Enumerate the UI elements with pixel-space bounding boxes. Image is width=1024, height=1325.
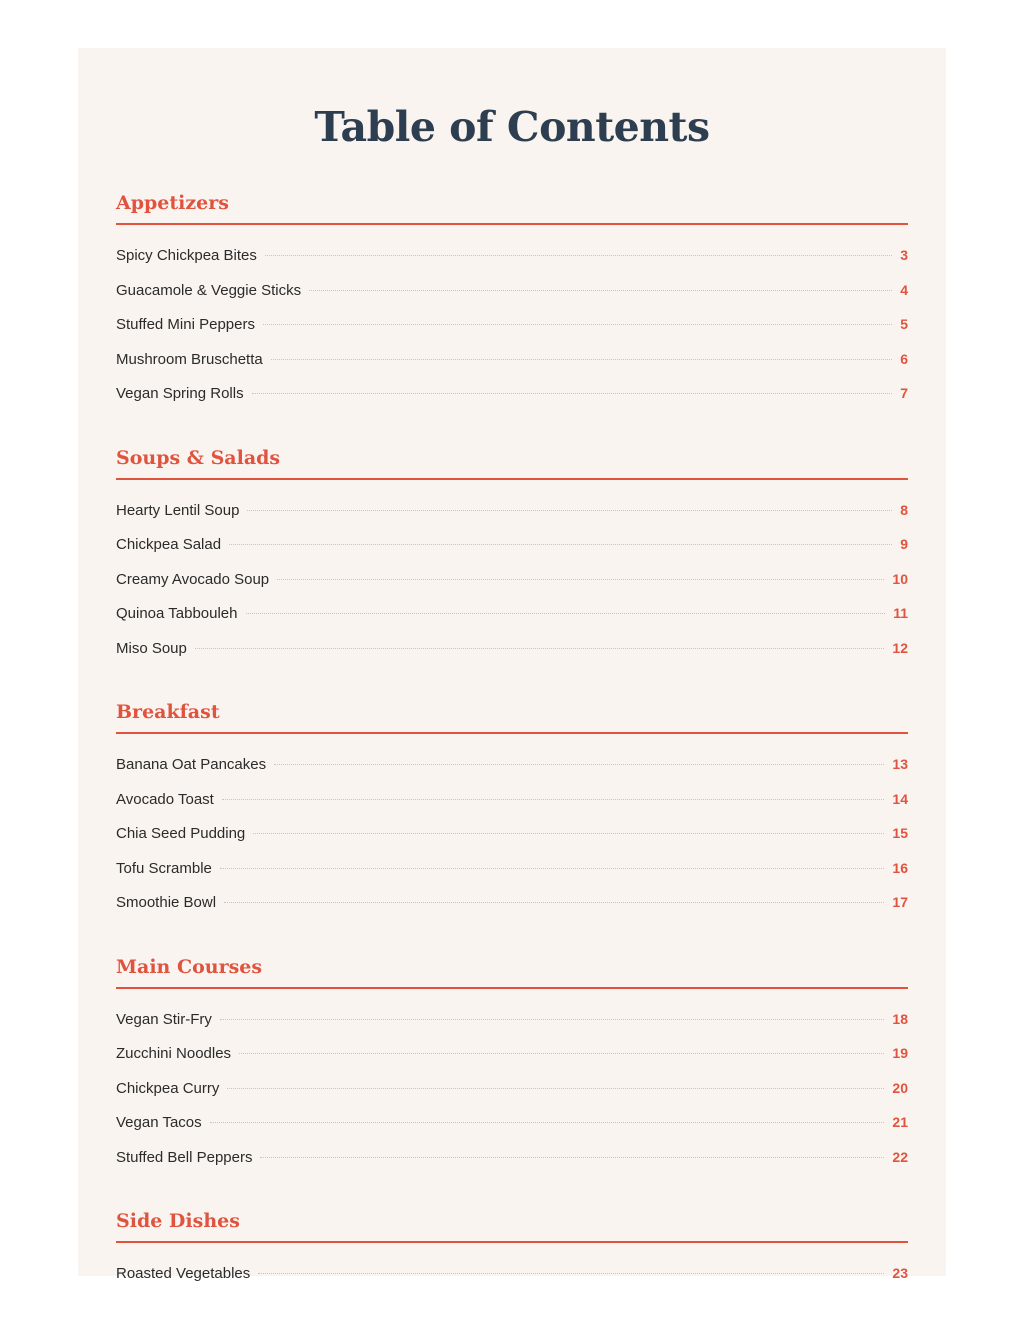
toc-entry-title: Stuffed Bell Peppers: [116, 1148, 253, 1166]
page-title: Table of Contents: [314, 103, 710, 151]
dotted-leader: [277, 579, 884, 580]
section-heading: Main Courses: [116, 947, 908, 989]
dotted-leader: [210, 1122, 885, 1123]
dotted-leader: [222, 799, 885, 800]
dotted-leader: [271, 359, 892, 360]
dotted-leader: [260, 1157, 884, 1158]
toc-entry-page-number: 18: [892, 1010, 908, 1027]
toc-entry-list: [116, 989, 908, 1175]
dotted-leader: [247, 510, 892, 511]
toc-entry-page-number: 10: [892, 570, 908, 587]
toc-entry[interactable]: [116, 1256, 908, 1291]
toc-entry-page-number: 7: [900, 385, 908, 401]
toc-entry-page-number: 15: [892, 825, 908, 841]
toc-entry-page-number: 14: [892, 790, 908, 807]
toc-entry[interactable]: [116, 1002, 908, 1037]
toc-entry[interactable]: [116, 493, 908, 528]
toc-entry[interactable]: [116, 1071, 908, 1106]
toc-entry-list: [116, 1243, 908, 1291]
toc-entry-title: Tofu Scramble: [116, 859, 212, 877]
toc-entry-title: Vegan Spring Rolls: [116, 385, 244, 402]
toc-entry-title: Chickpea Salad: [116, 536, 222, 553]
toc-entry-page-number: 17: [892, 894, 908, 910]
toc-entry-title: Hearty Lentil Soup: [116, 501, 240, 519]
section-heading: Side Dishes: [116, 1201, 908, 1243]
toc-entry-title: Banana Oat Pancakes: [116, 756, 267, 773]
dotted-leader: [220, 1019, 885, 1020]
toc-entry-title: Avocado Toast: [116, 790, 214, 808]
toc-entry[interactable]: [116, 1140, 908, 1175]
toc-entry-page-number: 20: [892, 1079, 908, 1096]
toc-entry-page-number: 19: [892, 1045, 908, 1061]
dotted-leader: [263, 324, 892, 325]
dotted-leader: [239, 1053, 884, 1054]
toc-entry-title: Creamy Avocado Soup: [116, 570, 270, 588]
section-heading: Appetizers: [116, 183, 908, 225]
toc-entry-page-number: 11: [893, 605, 908, 621]
toc-entry[interactable]: [116, 307, 908, 342]
toc-entry-page-number: 16: [892, 859, 908, 876]
dotted-leader: [224, 902, 884, 903]
toc-entry-page-number: 5: [900, 316, 908, 332]
section-heading: Breakfast: [116, 692, 908, 734]
toc-entry-title: Guacamole & Veggie Sticks: [116, 281, 302, 299]
toc-entry-title: Spicy Chickpea Bites: [116, 247, 257, 264]
toc-entry-page-number: 23: [892, 1265, 908, 1281]
toc-entry-page-number: 3: [900, 247, 908, 263]
toc-entry-page-number: 8: [900, 501, 908, 518]
toc-entry-page-number: 6: [900, 350, 908, 367]
dotted-leader: [220, 868, 885, 869]
dotted-leader: [252, 393, 893, 394]
section-heading: Soups & Salads: [116, 438, 908, 480]
toc-entry-page-number: 12: [892, 639, 908, 656]
toc-entry[interactable]: [116, 747, 908, 782]
toc-entry-page-number: 4: [900, 281, 908, 298]
toc-entry-title: Vegan Stir-Fry: [116, 1010, 212, 1028]
toc-entry-page-number: 9: [900, 536, 908, 552]
toc-entry-title: Miso Soup: [116, 639, 187, 657]
dotted-leader: [274, 764, 884, 765]
toc-entry-title: Mushroom Bruschetta: [116, 350, 263, 368]
toc-entry-title: Chickpea Curry: [116, 1079, 220, 1097]
toc-entry[interactable]: [116, 273, 908, 308]
toc-entry[interactable]: [116, 631, 908, 666]
toc-entry[interactable]: [116, 851, 908, 886]
toc-entry[interactable]: [116, 1036, 908, 1071]
toc-entry-list: [116, 734, 908, 920]
toc-entry[interactable]: [116, 342, 908, 377]
toc-entry-title: Vegan Tacos: [116, 1114, 202, 1131]
dotted-leader: [229, 544, 892, 545]
toc-section: [116, 1201, 908, 1291]
toc-section: [116, 947, 908, 1175]
toc-entry[interactable]: [116, 782, 908, 817]
toc-section: [116, 183, 908, 411]
toc-entry-title: Quinoa Tabbouleh: [116, 605, 238, 622]
dotted-leader: [246, 613, 886, 614]
toc-section: [116, 692, 908, 920]
dotted-leader: [227, 1088, 884, 1089]
toc-entry-page-number: 13: [892, 756, 908, 772]
toc-entry-page-number: 22: [892, 1148, 908, 1165]
toc-entry-list: [116, 225, 908, 411]
toc-entry[interactable]: [116, 596, 908, 631]
dotted-leader: [258, 1273, 884, 1274]
toc-entry-title: Roasted Vegetables: [116, 1265, 251, 1282]
toc-entry[interactable]: [116, 376, 908, 411]
toc-section: [116, 438, 908, 666]
dotted-leader: [265, 255, 892, 256]
dotted-leader: [309, 290, 892, 291]
toc-entry-title: Smoothie Bowl: [116, 894, 217, 911]
toc-entry-page-number: 21: [892, 1114, 908, 1130]
toc-entry[interactable]: [116, 562, 908, 597]
toc-entry-list: [116, 480, 908, 666]
toc-entry[interactable]: [116, 885, 908, 920]
toc-entry[interactable]: [116, 1105, 908, 1140]
toc-sections: [116, 183, 908, 1291]
toc-entry[interactable]: [116, 238, 908, 273]
toc-entry[interactable]: [116, 816, 908, 851]
toc-entry-title: Zucchini Noodles: [116, 1045, 232, 1062]
toc-entry-title: Stuffed Mini Peppers: [116, 316, 255, 333]
dotted-leader: [253, 833, 884, 834]
dotted-leader: [195, 648, 885, 649]
toc-page: [78, 48, 946, 1282]
toc-entry[interactable]: [116, 527, 908, 562]
toc-entry-title: Chia Seed Pudding: [116, 825, 246, 842]
